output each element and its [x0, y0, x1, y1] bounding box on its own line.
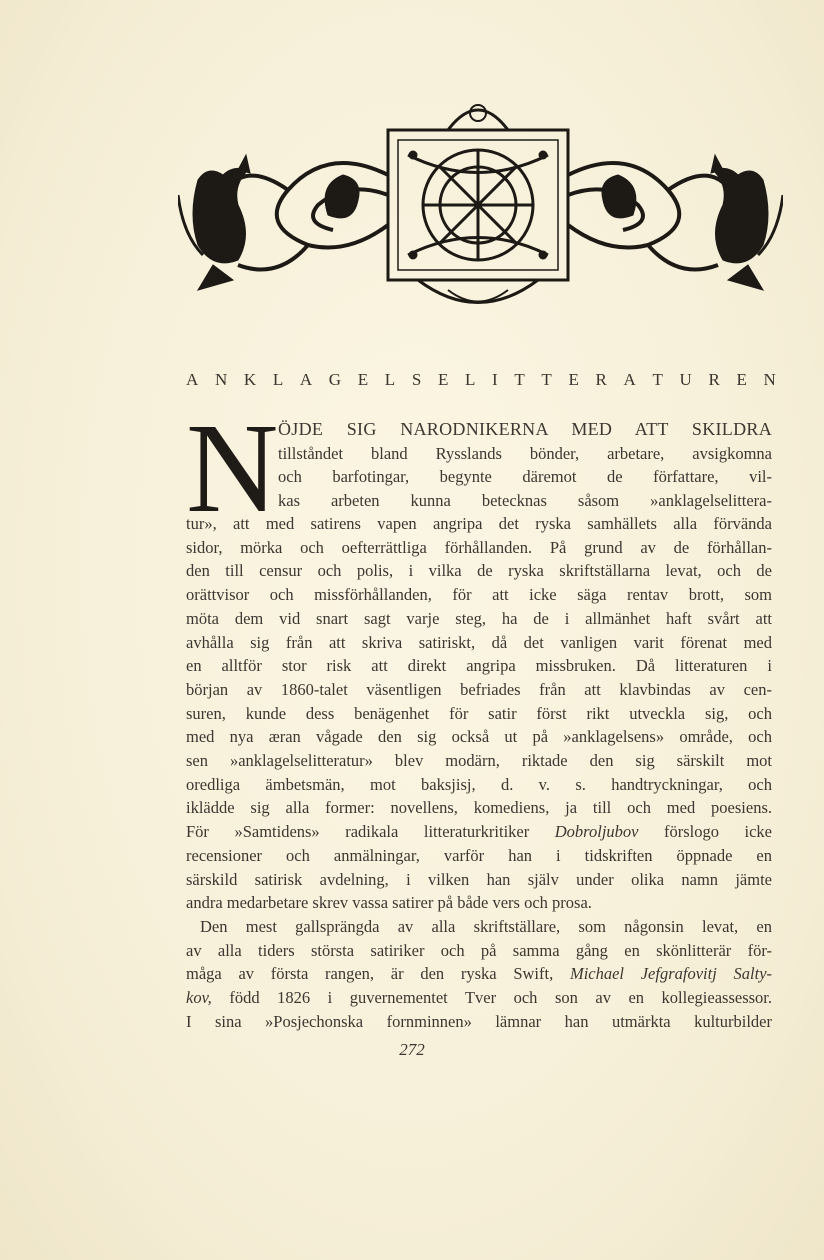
heading-letter: U: [679, 370, 692, 389]
heading-letter: A: [299, 370, 313, 389]
text-fragment: För »Samtidens» radikala litteraturkritiker: [186, 822, 530, 842]
drop-cap: N: [186, 397, 279, 539]
heading-letter: E: [736, 370, 747, 389]
text-fragment: född 1826 i guvernementet Tver och son av en kollegieassessor.: [229, 988, 772, 1008]
heading-letter: T: [652, 370, 663, 389]
text-line: tillståndet bland Rysslands bönder, arbetare, avsigkomna: [278, 443, 772, 463]
text-line: sidor, mörka och oefterrättliga förhållanden. På grund av de förhållan-: [186, 537, 772, 557]
chapter-heading: [186, 370, 776, 390]
heading-letter: T: [541, 370, 552, 389]
body-text: [186, 512, 772, 1033]
heading-letter: A: [623, 370, 636, 389]
text-line: avhålla sig från att skriva satiriskt, då det vanligen varit förenat med: [186, 632, 772, 652]
text-line: iklädde sig alla former: novellens, komediens, ja till och med poesiens.: [186, 798, 772, 818]
text-line: tur», att med satirens vapen angripa det ryska samhällets alla förvända: [186, 514, 772, 533]
text-line: och barfotingar, begynte däremot de författare, vil-: [278, 467, 772, 487]
text-line: början av 1860-talet väsentligen befriades från att klavbindas av cen-: [186, 679, 772, 699]
heading-letter: E: [357, 370, 369, 389]
heading-letter: K: [243, 370, 257, 389]
author-name-cont: kov,: [186, 988, 212, 1008]
decorative-headpiece-ornament: [178, 95, 783, 325]
text-line: möta dem vid snart sagt varje steg, ha de i allmänhet haft svårt att: [186, 608, 772, 628]
intro-lines: [278, 418, 772, 513]
heading-letter: N: [763, 370, 776, 389]
text-line: särskild satirisk avdelning, i vilken han själv under olika namn jämte: [186, 869, 772, 889]
text-line: sen »anklagelselitteratur» blev modärn, riktade den sig särskilt mot: [186, 751, 772, 771]
paragraph-1: [186, 512, 772, 915]
paragraph-2: [186, 915, 772, 1034]
heading-letter: N: [214, 370, 228, 389]
heading-letter: I: [492, 370, 498, 389]
text-line: orättvisor och missförhållanden, för att icke säga rentav brott, som: [186, 585, 772, 605]
text-line: kas arbeten kunna betecknas såsom »anklagelselittera-: [278, 491, 772, 511]
heading-letter: E: [568, 370, 579, 389]
text-line: recensioner och anmälningar, varför han i tidskriften öppnade en: [186, 845, 772, 865]
text-line: oredliga ämbetsmän, mot baksjisj, d. v. s. handtryckningar, och: [186, 774, 772, 794]
text-line: av alla tiders största satiriker och på samma gång en skönlitterär för-: [186, 940, 772, 960]
text-line: [186, 820, 772, 844]
author-name: Michael Jefgrafovitj Salty-: [569, 964, 773, 984]
heading-letter: L: [384, 370, 396, 389]
heading-letter: L: [272, 370, 284, 389]
text-line: Den mest gallsprängda av alla skriftställare, som någonsin levat, en: [200, 916, 772, 936]
heading-letter: G: [328, 370, 342, 389]
text-fragment: förslogo icke: [664, 822, 773, 842]
critic-name: Dobroljubov: [554, 822, 639, 842]
text-line: ÖJDE SIG NARODNIKERNA MED ATT SKILDRA: [278, 419, 772, 439]
text-fragment: måga av första rangen, är den ryska Swift,: [186, 964, 554, 984]
heading-letter: S: [411, 370, 422, 389]
text-line: en alltför stor risk att direkt angripa missbruken. Då litteraturen i: [186, 656, 772, 676]
text-line: [186, 986, 772, 1010]
heading-letter: E: [437, 370, 449, 389]
text-line: [186, 962, 772, 986]
text-line: I sina »Posjechonska fornminnen» lämnar han utmärkta kulturbilder: [186, 1011, 772, 1031]
text-line: den till censur och polis, i vilka de ryska skriftställarna levat, och de: [186, 561, 772, 581]
heading-letter: R: [595, 370, 607, 389]
heading-letter: T: [514, 370, 525, 389]
heading-letter: R: [708, 370, 720, 389]
heading-letter: L: [465, 370, 476, 389]
text-line: andra medarbetare skrev vassa satirer på både vers och prosa.: [186, 893, 592, 913]
text-line: med nya æran vågade den sig också ut på »anklagelsens» område, och: [186, 727, 772, 747]
text-line: suren, kunde dess benägenhet för satir först rikt utveckla sig, och: [186, 703, 772, 723]
page-number: 272: [399, 1040, 425, 1059]
heading-letter: A: [186, 370, 199, 389]
